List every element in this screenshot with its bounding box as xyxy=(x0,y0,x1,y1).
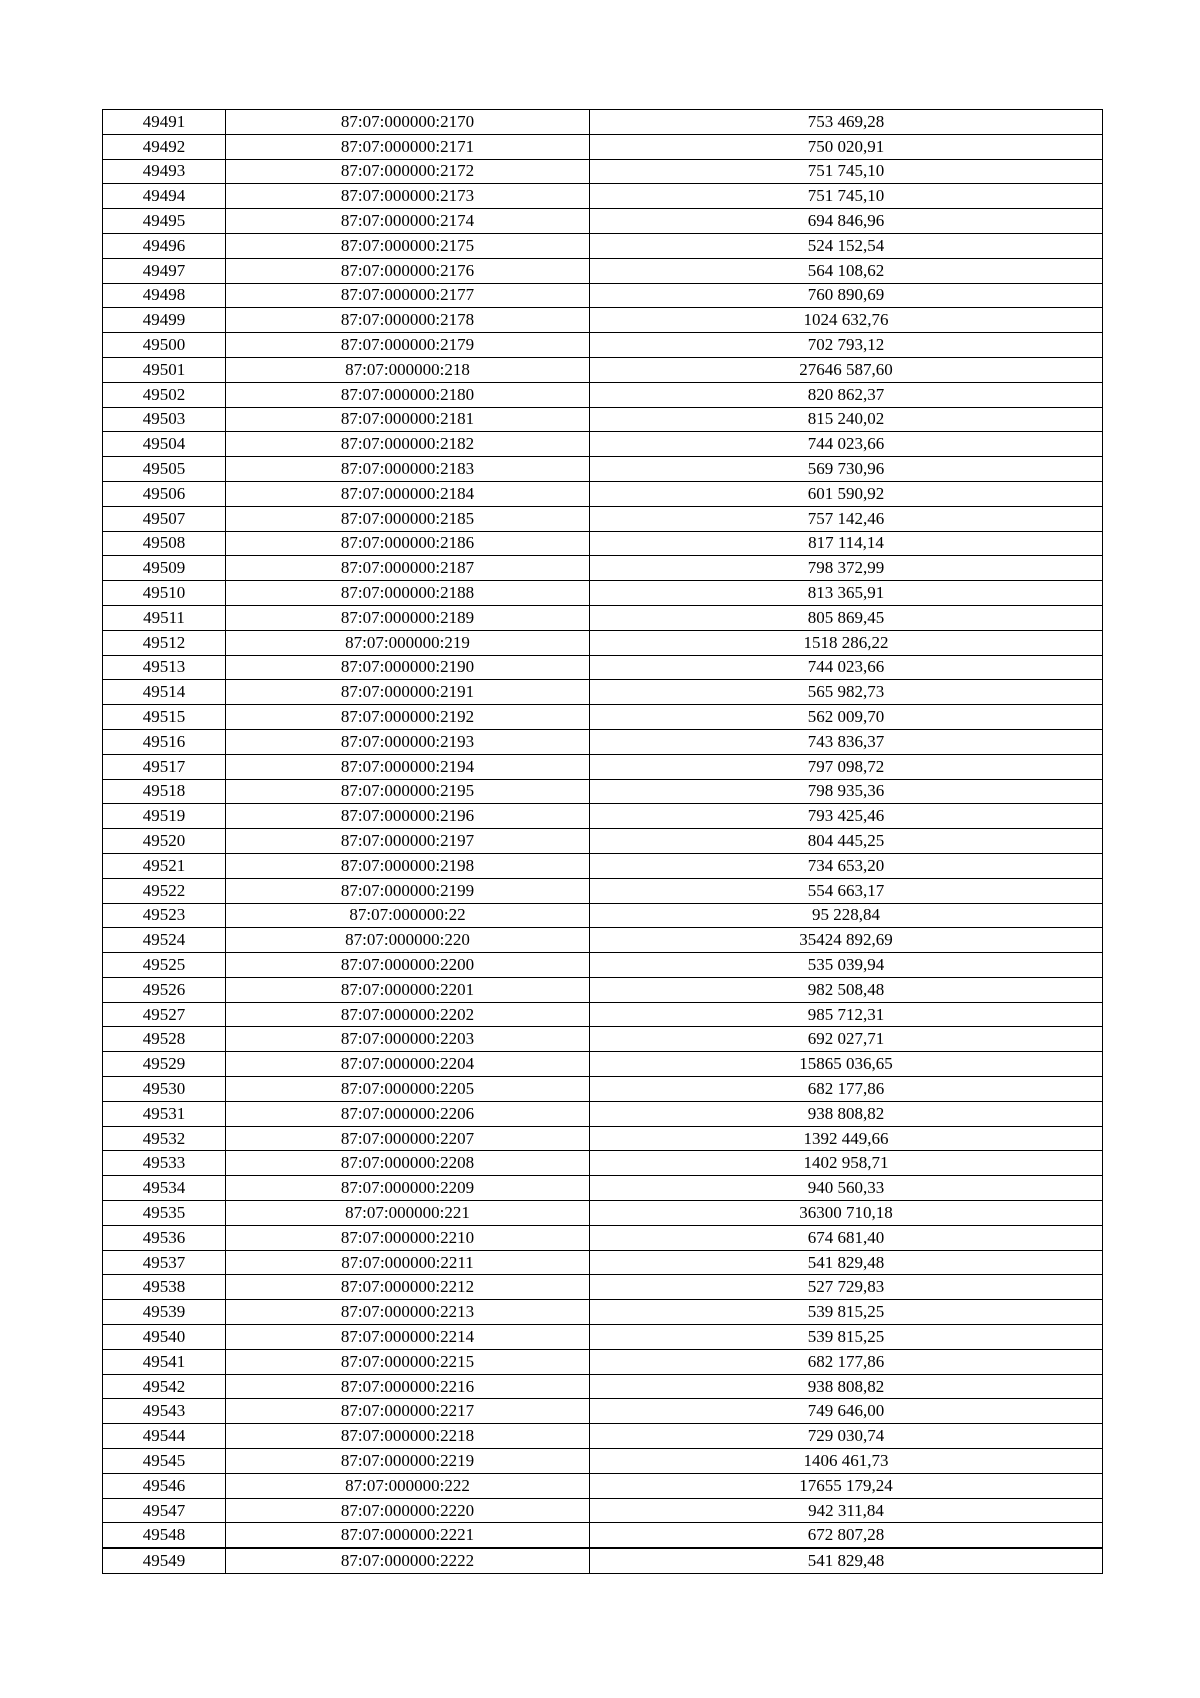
cadastral-number-cell: 87:07:000000:2194 xyxy=(226,754,590,779)
cadastral-value-cell: 15865 036,65 xyxy=(590,1052,1103,1077)
table-row xyxy=(103,1101,1103,1126)
cadastral-number-cell: 87:07:000000:2205 xyxy=(226,1077,590,1102)
cadastral-number-cell: 87:07:000000:2211 xyxy=(226,1250,590,1275)
row-number-cell: 49491 xyxy=(103,110,226,135)
row-number-cell: 49528 xyxy=(103,1027,226,1052)
row-number-cell: 49526 xyxy=(103,977,226,1002)
table-row xyxy=(103,1002,1103,1027)
cadastral-value-cell: 750 020,91 xyxy=(590,134,1103,159)
cadastral-number-cell: 87:07:000000:219 xyxy=(226,630,590,655)
table-body xyxy=(103,110,1103,1574)
cadastral-value-cell: 539 815,25 xyxy=(590,1325,1103,1350)
cadastral-number-cell: 87:07:000000:2176 xyxy=(226,258,590,283)
row-number-cell: 49527 xyxy=(103,1002,226,1027)
cadastral-number-cell: 87:07:000000:222 xyxy=(226,1473,590,1498)
row-number-cell: 49535 xyxy=(103,1201,226,1226)
table-row xyxy=(103,754,1103,779)
table-row xyxy=(103,1077,1103,1102)
cadastral-value-cell: 793 425,46 xyxy=(590,804,1103,829)
table-row xyxy=(103,1498,1103,1523)
cadastral-value-cell: 539 815,25 xyxy=(590,1300,1103,1325)
row-number-cell: 49518 xyxy=(103,779,226,804)
cadastral-number-cell: 87:07:000000:2210 xyxy=(226,1225,590,1250)
table-row xyxy=(103,1325,1103,1350)
cadastral-value-cell: 527 729,83 xyxy=(590,1275,1103,1300)
table-row xyxy=(103,1548,1103,1573)
cadastral-value-cell: 760 890,69 xyxy=(590,283,1103,308)
cadastral-value-cell: 815 240,02 xyxy=(590,407,1103,432)
cadastral-value-cell: 744 023,66 xyxy=(590,432,1103,457)
row-number-cell: 49547 xyxy=(103,1498,226,1523)
row-number-cell: 49529 xyxy=(103,1052,226,1077)
cadastral-value-cell: 757 142,46 xyxy=(590,506,1103,531)
row-number-cell: 49505 xyxy=(103,457,226,482)
cadastral-number-cell: 87:07:000000:2193 xyxy=(226,729,590,754)
cadastral-number-cell: 87:07:000000:2200 xyxy=(226,953,590,978)
row-number-cell: 49542 xyxy=(103,1374,226,1399)
cadastral-value-cell: 940 560,33 xyxy=(590,1176,1103,1201)
cadastral-number-cell: 87:07:000000:2195 xyxy=(226,779,590,804)
cadastral-value-cell: 729 030,74 xyxy=(590,1424,1103,1449)
row-number-cell: 49507 xyxy=(103,506,226,531)
cadastral-value-cell: 672 807,28 xyxy=(590,1523,1103,1548)
row-number-cell: 49509 xyxy=(103,556,226,581)
cadastral-value-cell: 813 365,91 xyxy=(590,581,1103,606)
row-number-cell: 49531 xyxy=(103,1101,226,1126)
cadastral-value-cell: 694 846,96 xyxy=(590,209,1103,234)
row-number-cell: 49502 xyxy=(103,382,226,407)
table-row xyxy=(103,903,1103,928)
table-row xyxy=(103,605,1103,630)
cadastral-number-cell: 87:07:000000:2203 xyxy=(226,1027,590,1052)
table-row xyxy=(103,1225,1103,1250)
table-row xyxy=(103,481,1103,506)
row-number-cell: 49549 xyxy=(103,1548,226,1573)
table-row xyxy=(103,457,1103,482)
row-number-cell: 49517 xyxy=(103,754,226,779)
cadastral-value-cell: 541 829,48 xyxy=(590,1250,1103,1275)
cadastral-value-cell: 554 663,17 xyxy=(590,878,1103,903)
table-row xyxy=(103,531,1103,556)
cadastral-value-cell: 743 836,37 xyxy=(590,729,1103,754)
cadastral-number-cell: 87:07:000000:2185 xyxy=(226,506,590,531)
row-number-cell: 49543 xyxy=(103,1399,226,1424)
cadastral-value-cell: 820 862,37 xyxy=(590,382,1103,407)
table-row xyxy=(103,729,1103,754)
cadastral-number-cell: 87:07:000000:2179 xyxy=(226,333,590,358)
cadastral-value-cell: 751 745,10 xyxy=(590,159,1103,184)
row-number-cell: 49513 xyxy=(103,655,226,680)
cadastral-value-cell: 564 108,62 xyxy=(590,258,1103,283)
row-number-cell: 49530 xyxy=(103,1077,226,1102)
cadastral-value-table xyxy=(102,109,1103,1574)
row-number-cell: 49519 xyxy=(103,804,226,829)
row-number-cell: 49514 xyxy=(103,680,226,705)
cadastral-number-cell: 87:07:000000:2182 xyxy=(226,432,590,457)
table-row xyxy=(103,953,1103,978)
cadastral-number-cell: 87:07:000000:2209 xyxy=(226,1176,590,1201)
cadastral-number-cell: 87:07:000000:2190 xyxy=(226,655,590,680)
cadastral-value-cell: 985 712,31 xyxy=(590,1002,1103,1027)
cadastral-value-cell: 938 808,82 xyxy=(590,1101,1103,1126)
cadastral-number-cell: 87:07:000000:2171 xyxy=(226,134,590,159)
row-number-cell: 49494 xyxy=(103,184,226,209)
cadastral-number-cell: 87:07:000000:2172 xyxy=(226,159,590,184)
cadastral-value-cell: 541 829,48 xyxy=(590,1548,1103,1573)
table-row xyxy=(103,134,1103,159)
cadastral-number-cell: 87:07:000000:2197 xyxy=(226,829,590,854)
row-number-cell: 49534 xyxy=(103,1176,226,1201)
cadastral-value-cell: 27646 587,60 xyxy=(590,357,1103,382)
table-row xyxy=(103,804,1103,829)
table-row xyxy=(103,184,1103,209)
cadastral-number-cell: 87:07:000000:2212 xyxy=(226,1275,590,1300)
cadastral-number-cell: 87:07:000000:2220 xyxy=(226,1498,590,1523)
cadastral-value-cell: 682 177,86 xyxy=(590,1349,1103,1374)
cadastral-number-cell: 87:07:000000:2219 xyxy=(226,1449,590,1474)
row-number-cell: 49533 xyxy=(103,1151,226,1176)
cadastral-value-cell: 1406 461,73 xyxy=(590,1449,1103,1474)
cadastral-number-cell: 87:07:000000:2204 xyxy=(226,1052,590,1077)
cadastral-value-cell: 36300 710,18 xyxy=(590,1201,1103,1226)
row-number-cell: 49495 xyxy=(103,209,226,234)
cadastral-value-cell: 1392 449,66 xyxy=(590,1126,1103,1151)
table-row xyxy=(103,928,1103,953)
row-number-cell: 49523 xyxy=(103,903,226,928)
table-row xyxy=(103,1523,1103,1548)
cadastral-value-cell: 1518 286,22 xyxy=(590,630,1103,655)
cadastral-number-cell: 87:07:000000:2208 xyxy=(226,1151,590,1176)
row-number-cell: 49492 xyxy=(103,134,226,159)
table-row xyxy=(103,1374,1103,1399)
table-row xyxy=(103,209,1103,234)
cadastral-number-cell: 87:07:000000:2198 xyxy=(226,853,590,878)
cadastral-number-cell: 87:07:000000:2216 xyxy=(226,1374,590,1399)
cadastral-number-cell: 87:07:000000:2189 xyxy=(226,605,590,630)
cadastral-number-cell: 87:07:000000:2175 xyxy=(226,233,590,258)
cadastral-value-cell: 804 445,25 xyxy=(590,829,1103,854)
cadastral-value-cell: 1024 632,76 xyxy=(590,308,1103,333)
table-row xyxy=(103,382,1103,407)
table-row xyxy=(103,977,1103,1002)
row-number-cell: 49515 xyxy=(103,705,226,730)
cadastral-number-cell: 87:07:000000:2215 xyxy=(226,1349,590,1374)
cadastral-number-cell: 87:07:000000:2192 xyxy=(226,705,590,730)
table-row xyxy=(103,233,1103,258)
cadastral-number-cell: 87:07:000000:220 xyxy=(226,928,590,953)
row-number-cell: 49536 xyxy=(103,1225,226,1250)
cadastral-value-cell: 744 023,66 xyxy=(590,655,1103,680)
row-number-cell: 49504 xyxy=(103,432,226,457)
row-number-cell: 49498 xyxy=(103,283,226,308)
row-number-cell: 49516 xyxy=(103,729,226,754)
cadastral-number-cell: 87:07:000000:2196 xyxy=(226,804,590,829)
table-row xyxy=(103,556,1103,581)
row-number-cell: 49545 xyxy=(103,1449,226,1474)
cadastral-value-cell: 753 469,28 xyxy=(590,110,1103,135)
cadastral-number-cell: 87:07:000000:2180 xyxy=(226,382,590,407)
table-row xyxy=(103,1151,1103,1176)
cadastral-number-cell: 87:07:000000:2213 xyxy=(226,1300,590,1325)
table-row xyxy=(103,1473,1103,1498)
row-number-cell: 49546 xyxy=(103,1473,226,1498)
table-row xyxy=(103,878,1103,903)
table-row xyxy=(103,1126,1103,1151)
row-number-cell: 49539 xyxy=(103,1300,226,1325)
cadastral-number-cell: 87:07:000000:2181 xyxy=(226,407,590,432)
table-row xyxy=(103,1449,1103,1474)
table-row xyxy=(103,705,1103,730)
table-row xyxy=(103,1424,1103,1449)
table-row xyxy=(103,630,1103,655)
row-number-cell: 49499 xyxy=(103,308,226,333)
cadastral-number-cell: 87:07:000000:2186 xyxy=(226,531,590,556)
cadastral-value-cell: 805 869,45 xyxy=(590,605,1103,630)
cadastral-number-cell: 87:07:000000:2221 xyxy=(226,1523,590,1548)
row-number-cell: 49508 xyxy=(103,531,226,556)
cadastral-value-cell: 982 508,48 xyxy=(590,977,1103,1002)
table-row xyxy=(103,333,1103,358)
cadastral-value-cell: 692 027,71 xyxy=(590,1027,1103,1052)
cadastral-value-cell: 798 372,99 xyxy=(590,556,1103,581)
cadastral-number-cell: 87:07:000000:2217 xyxy=(226,1399,590,1424)
row-number-cell: 49510 xyxy=(103,581,226,606)
cadastral-value-cell: 797 098,72 xyxy=(590,754,1103,779)
row-number-cell: 49541 xyxy=(103,1349,226,1374)
cadastral-number-cell: 87:07:000000:2206 xyxy=(226,1101,590,1126)
row-number-cell: 49532 xyxy=(103,1126,226,1151)
cadastral-value-cell: 565 982,73 xyxy=(590,680,1103,705)
cadastral-number-cell: 87:07:000000:2202 xyxy=(226,1002,590,1027)
cadastral-value-cell: 749 646,00 xyxy=(590,1399,1103,1424)
cadastral-number-cell: 87:07:000000:2173 xyxy=(226,184,590,209)
cadastral-number-cell: 87:07:000000:2183 xyxy=(226,457,590,482)
table-row xyxy=(103,680,1103,705)
cadastral-value-cell: 95 228,84 xyxy=(590,903,1103,928)
cadastral-number-cell: 87:07:000000:22 xyxy=(226,903,590,928)
table-row xyxy=(103,1275,1103,1300)
table-row xyxy=(103,581,1103,606)
row-number-cell: 49522 xyxy=(103,878,226,903)
row-number-cell: 49537 xyxy=(103,1250,226,1275)
row-number-cell: 49501 xyxy=(103,357,226,382)
row-number-cell: 49520 xyxy=(103,829,226,854)
cadastral-value-cell: 702 793,12 xyxy=(590,333,1103,358)
cadastral-value-cell: 1402 958,71 xyxy=(590,1151,1103,1176)
table-row xyxy=(103,853,1103,878)
row-number-cell: 49512 xyxy=(103,630,226,655)
table-row xyxy=(103,1399,1103,1424)
row-number-cell: 49548 xyxy=(103,1523,226,1548)
row-number-cell: 49496 xyxy=(103,233,226,258)
table-row xyxy=(103,159,1103,184)
cadastral-value-cell: 942 311,84 xyxy=(590,1498,1103,1523)
cadastral-value-cell: 17655 179,24 xyxy=(590,1473,1103,1498)
cadastral-number-cell: 87:07:000000:2187 xyxy=(226,556,590,581)
cadastral-value-cell: 938 808,82 xyxy=(590,1374,1103,1399)
row-number-cell: 49540 xyxy=(103,1325,226,1350)
cadastral-number-cell: 87:07:000000:2222 xyxy=(226,1548,590,1573)
table-row xyxy=(103,1300,1103,1325)
table-row xyxy=(103,308,1103,333)
table-row xyxy=(103,1250,1103,1275)
cadastral-number-cell: 87:07:000000:2174 xyxy=(226,209,590,234)
cadastral-number-cell: 87:07:000000:2188 xyxy=(226,581,590,606)
cadastral-number-cell: 87:07:000000:2207 xyxy=(226,1126,590,1151)
row-number-cell: 49525 xyxy=(103,953,226,978)
row-number-cell: 49511 xyxy=(103,605,226,630)
table-row xyxy=(103,407,1103,432)
table-row xyxy=(103,1027,1103,1052)
cadastral-value-cell: 734 653,20 xyxy=(590,853,1103,878)
cadastral-number-cell: 87:07:000000:2170 xyxy=(226,110,590,135)
table-row xyxy=(103,1052,1103,1077)
cadastral-number-cell: 87:07:000000:2218 xyxy=(226,1424,590,1449)
cadastral-number-cell: 87:07:000000:2177 xyxy=(226,283,590,308)
table-row xyxy=(103,506,1103,531)
cadastral-value-cell: 682 177,86 xyxy=(590,1077,1103,1102)
table-row xyxy=(103,1201,1103,1226)
cadastral-value-cell: 569 730,96 xyxy=(590,457,1103,482)
cadastral-number-cell: 87:07:000000:2214 xyxy=(226,1325,590,1350)
table-row xyxy=(103,655,1103,680)
table-row xyxy=(103,110,1103,135)
cadastral-number-cell: 87:07:000000:221 xyxy=(226,1201,590,1226)
row-number-cell: 49544 xyxy=(103,1424,226,1449)
row-number-cell: 49538 xyxy=(103,1275,226,1300)
cadastral-value-cell: 35424 892,69 xyxy=(590,928,1103,953)
cadastral-value-cell: 562 009,70 xyxy=(590,705,1103,730)
cadastral-number-cell: 87:07:000000:2191 xyxy=(226,680,590,705)
row-number-cell: 49500 xyxy=(103,333,226,358)
cadastral-number-cell: 87:07:000000:2199 xyxy=(226,878,590,903)
row-number-cell: 49497 xyxy=(103,258,226,283)
cadastral-number-cell: 87:07:000000:218 xyxy=(226,357,590,382)
cadastral-number-cell: 87:07:000000:2178 xyxy=(226,308,590,333)
cadastral-number-cell: 87:07:000000:2184 xyxy=(226,481,590,506)
cadastral-value-cell: 798 935,36 xyxy=(590,779,1103,804)
table-row xyxy=(103,258,1103,283)
table-row xyxy=(103,779,1103,804)
table-row xyxy=(103,283,1103,308)
table-row xyxy=(103,1176,1103,1201)
row-number-cell: 49521 xyxy=(103,853,226,878)
row-number-cell: 49524 xyxy=(103,928,226,953)
row-number-cell: 49493 xyxy=(103,159,226,184)
cadastral-value-cell: 601 590,92 xyxy=(590,481,1103,506)
cadastral-value-cell: 524 152,54 xyxy=(590,233,1103,258)
row-number-cell: 49506 xyxy=(103,481,226,506)
cadastral-value-cell: 751 745,10 xyxy=(590,184,1103,209)
table-row xyxy=(103,357,1103,382)
cadastral-value-cell: 674 681,40 xyxy=(590,1225,1103,1250)
table-row xyxy=(103,829,1103,854)
table-row xyxy=(103,1349,1103,1374)
cadastral-number-cell: 87:07:000000:2201 xyxy=(226,977,590,1002)
table-row xyxy=(103,432,1103,457)
row-number-cell: 49503 xyxy=(103,407,226,432)
cadastral-value-cell: 817 114,14 xyxy=(590,531,1103,556)
cadastral-value-cell: 535 039,94 xyxy=(590,953,1103,978)
